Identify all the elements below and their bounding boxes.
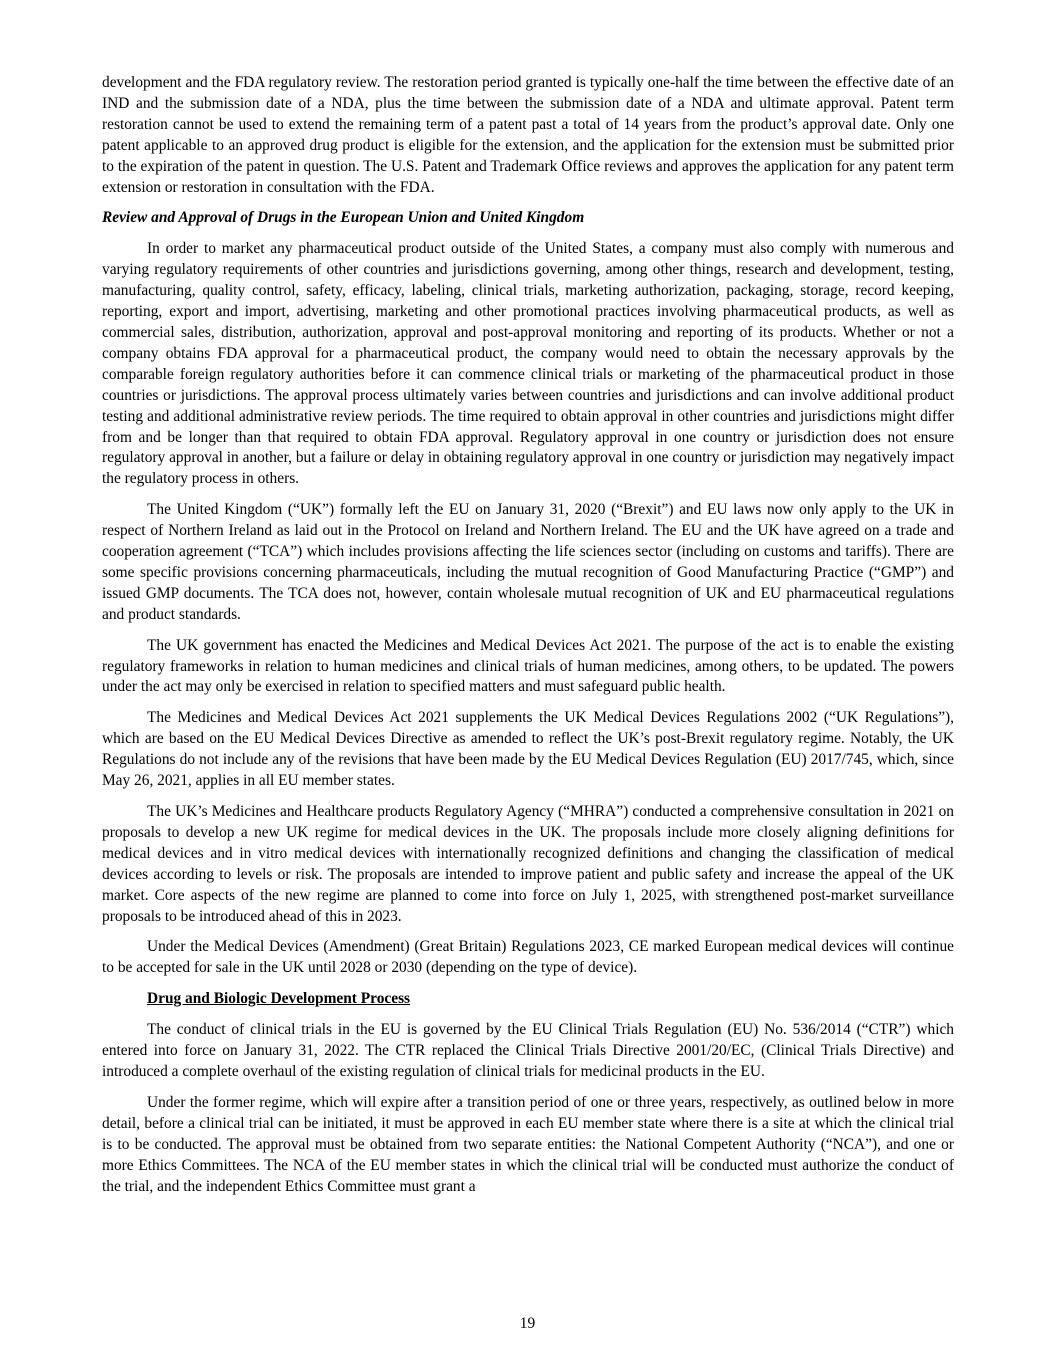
paragraph-medicines-devices-act: The UK government has enacted the Medicines and Medical Devices Act 2021. The purpose of the act is to enable the existing regulatory frameworks in relation to human medicines and clinical trials of human medicines, among others, to be updated. The powers under the act may only be exercised in relation to specified matters and must safeguard public health.: [102, 636, 954, 696]
paragraph-clinical-trials-regulation: The conduct of clinical trials in the EU is governed by the EU Clinical Trials Regulation (EU) No. 536/2014 (“CTR”) which entered into force on January 31, 2022. The CTR replaced the Clinical Trials Directive 2001/20/EC, (Clinical Trials Directive) and introduced a complete overhaul of the existing regulation of clinical trials for medicinal products in the EU.: [102, 1021, 954, 1080]
section-heading-drug-biologic-development: Drug and Biologic Development Process: [147, 990, 411, 1008]
paragraph-uk-regulations: The Medicines and Medical Devices Act 2021 supplements the UK Medical Devices Regulations 2002 (“UK Regulations”), which are based on the EU Medical Devices Directive as amended to reflect the UK’s post-Brexit regulatory regime. Notably, the UK Regulations do not include any of the revisions that have been made by the EU Medical Devices Regulation (EU) 2017/745, which, since May 26, 2021, applies in all EU member states.: [102, 709, 954, 790]
paragraph-ce-marked-devices: Under the Medical Devices (Amendment) (Great Britain) Regulations 2023, CE marked European medical devices will continue to be accepted for sale in the UK until 2028 or 2030 (depending on the type of device).: [102, 938, 954, 977]
paragraph-patent-restoration: development and the FDA regulatory review. The restoration period granted is typically one-half the time between the effective date of an IND and the submission date of a NDA, plus the time between the submission date of a NDA and ultimate approval. Patent term restoration cannot be used to extend the remaining term of a patent past a total of 14 years from the product’s approval date. Only one patent applicable to an approved drug product is eligible for the extension, and the application for the extension must be submitted prior to the expiration of the patent in question. The U.S. Patent and Trademark Office reviews and approves the application for any patent term extension or restoration in consultation with the FDA.: [102, 74, 954, 196]
paragraph-former-regime: Under the former regime, which will expire after a transition period of one or three years, respectively, as outlined below in more detail, before a clinical trial can be initiated, it must be approved in each EU member state where there is a site at which the clinical trial is to be conducted. The approval must be obtained from two separate entities: the National Competent Authority (“NCA”), and one or more Ethics Committees. The NCA of the EU member states in which the clinical trial will be conducted must authorize the conduct of the trial, and the independent Ethics Committee must grant a: [102, 1093, 954, 1195]
paragraph-brexit: The United Kingdom (“UK”) formally left the EU on January 31, 2020 (“Brexit”) and EU laws now only apply to the UK in respect of Northern Ireland as laid out in the Protocol on Ireland and Northern Ireland. The EU and the UK have agreed on a trade and cooperation agreement (“TCA”) which includes provisions affecting the life sciences sector (including on customs and tariffs). There are some specific provisions concerning pharmaceuticals, including the mutual recognition of Good Manufacturing Practice (“GMP”) and issued GMP documents. The TCA does not, however, contain wholesale mutual recognition of UK and EU pharmaceutical regulations and product standards.: [102, 501, 954, 623]
paragraph-mhra-consultation: The UK’s Medicines and Healthcare products Regulatory Agency (“MHRA”) conducted a comprehensive consultation in 2021 on proposals to develop a new UK regime for medical devices in the UK. The proposals include more closely aligning definitions for medical devices and in vitro medical devices with internationally recognized definitions and changing the classification of medical devices according to levels or risk. The proposals are intended to improve patient and public safety and increase the appeal of the UK market. Core aspects of the new regime are planned to come into force on July 1, 2025, with strengthened post-market surveillance proposals to be introduced ahead of this in 2023.: [102, 803, 954, 925]
paragraph-foreign-regulatory-requirements: In order to market any pharmaceutical product outside of the United States, a company must also comply with numerous and varying regulatory requirements of other countries and jurisdictions governing, among other things, research and development, testing, manufacturing, quality control, safety, efficacy, labeling, clinical trials, marketing authorization, packaging, storage, record keeping, reporting, export and import, advertising, marketing and other promotional practices involving pharmaceutical products, as well as commercial sales, distribution, authorization, approval and post-approval monitoring and reporting of its products. Whether or not a company obtains FDA approval for a pharmaceutical product, the company would need to obtain the necessary approvals by the comparable foreign regulatory authorities before it can commence clinical trials or marketing of the pharmaceutical product in those countries or jurisdictions. The approval process ultimately varies between countries and jurisdictions and can involve additional product testing and additional administrative review periods. The time required to obtain approval in other countries and jurisdictions might differ from and be longer than that required to obtain FDA approval. Regulatory approval in one country or jurisdiction does not ensure regulatory approval in another, but a failure or delay in obtaining regulatory approval in one country or jurisdiction may negatively impact the regulatory process in others.: [102, 240, 955, 488]
page-number: 19: [519, 1315, 536, 1332]
document-page: [102, 73, 954, 1207]
section-heading-eu-uk-review: Review and Approval of Drugs in the European Union and United Kingdom: [102, 209, 585, 227]
